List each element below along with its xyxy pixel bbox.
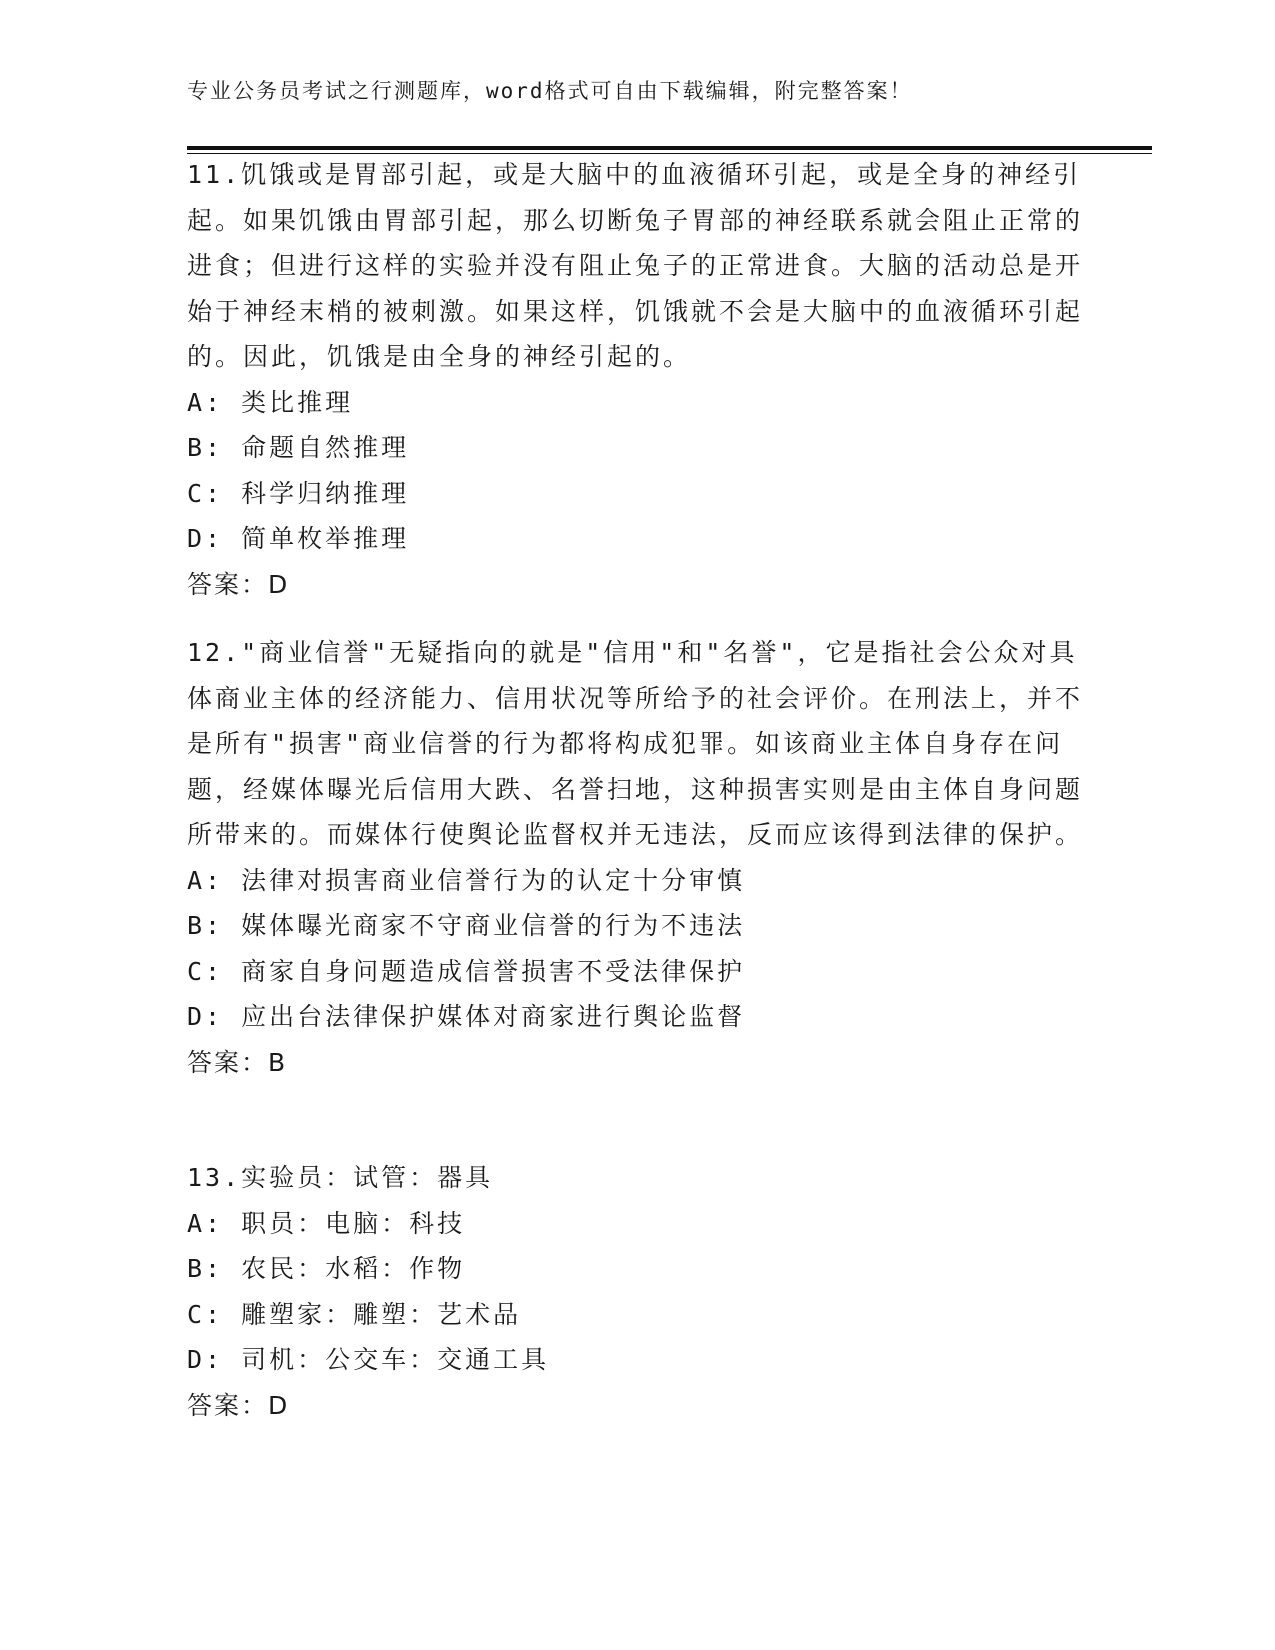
option-a: A: 职员：电脑：科技 bbox=[187, 1208, 466, 1238]
header-rule-thick bbox=[187, 146, 1152, 150]
option-a: A: 法律对损害商业信誉行为的认定十分审慎 bbox=[187, 865, 746, 895]
option-b: B: 媒体曝光商家不守商业信誉的行为不违法 bbox=[187, 911, 746, 940]
option-a: A: 类比推理 bbox=[187, 387, 354, 417]
option-b: B: 命题自然推理 bbox=[187, 433, 410, 462]
answer: 答案：D bbox=[187, 1390, 290, 1420]
question-stem: 11.饥饿或是胃部引起，或是大脑中的血液循环引起，或是全身的神经引起。如果饥饿由胃部引起，那么切断兔子胃部的神经联系就会阻止正常的进食；但进行这样的实验并没有阻止兔子的正常进食。大脑的活动总是开始于神经末梢的被刺激。如果这样，饥饿就不会是大脑中的血液循环引起的。因此，饥饿是由全身的神经引起的。 bbox=[187, 160, 1084, 371]
question-stem: 13.实验员：试管：器具 bbox=[187, 1163, 494, 1192]
option-c: C: 科学归纳推理 bbox=[187, 478, 410, 508]
answer: 答案：D bbox=[187, 569, 290, 599]
option-c: C: 商家自身问题造成信誉损害不受法律保护 bbox=[187, 956, 746, 986]
option-c: C: 雕塑家：雕塑：艺术品 bbox=[187, 1299, 522, 1329]
option-d: D: 应出台法律保护媒体对商家进行舆论监督 bbox=[187, 1002, 746, 1031]
question-12 bbox=[187, 630, 1087, 1085]
option-d: D: 简单枚举推理 bbox=[187, 524, 410, 553]
option-b: B: 农民：水稻：作物 bbox=[187, 1254, 466, 1283]
question-11 bbox=[187, 152, 1087, 607]
option-d: D: 司机：公交车：交通工具 bbox=[187, 1345, 550, 1374]
question-stem: 12."商业信誉"无疑指向的就是"信用"和"名誉"，它是指社会公众对具体商业主体的经济能力、信用状况等所给予的社会评价。在刑法上，并不是所有"损害"商业信誉的行为都将构成犯罪。如该商业主体自身存在问题，经媒体曝光后信用大跌、名誉扫地，这种损害实则是由主体自身问题所带来的。而媒体行使舆论监督权并无违法，反而应该得到法律的保护。 bbox=[187, 638, 1084, 849]
page-header: 专业公务员考试之行测题库，word格式可自由下载编辑，附完整答案！ bbox=[187, 79, 913, 103]
answer: 答案：B bbox=[187, 1047, 288, 1077]
question-13 bbox=[187, 1155, 1087, 1428]
